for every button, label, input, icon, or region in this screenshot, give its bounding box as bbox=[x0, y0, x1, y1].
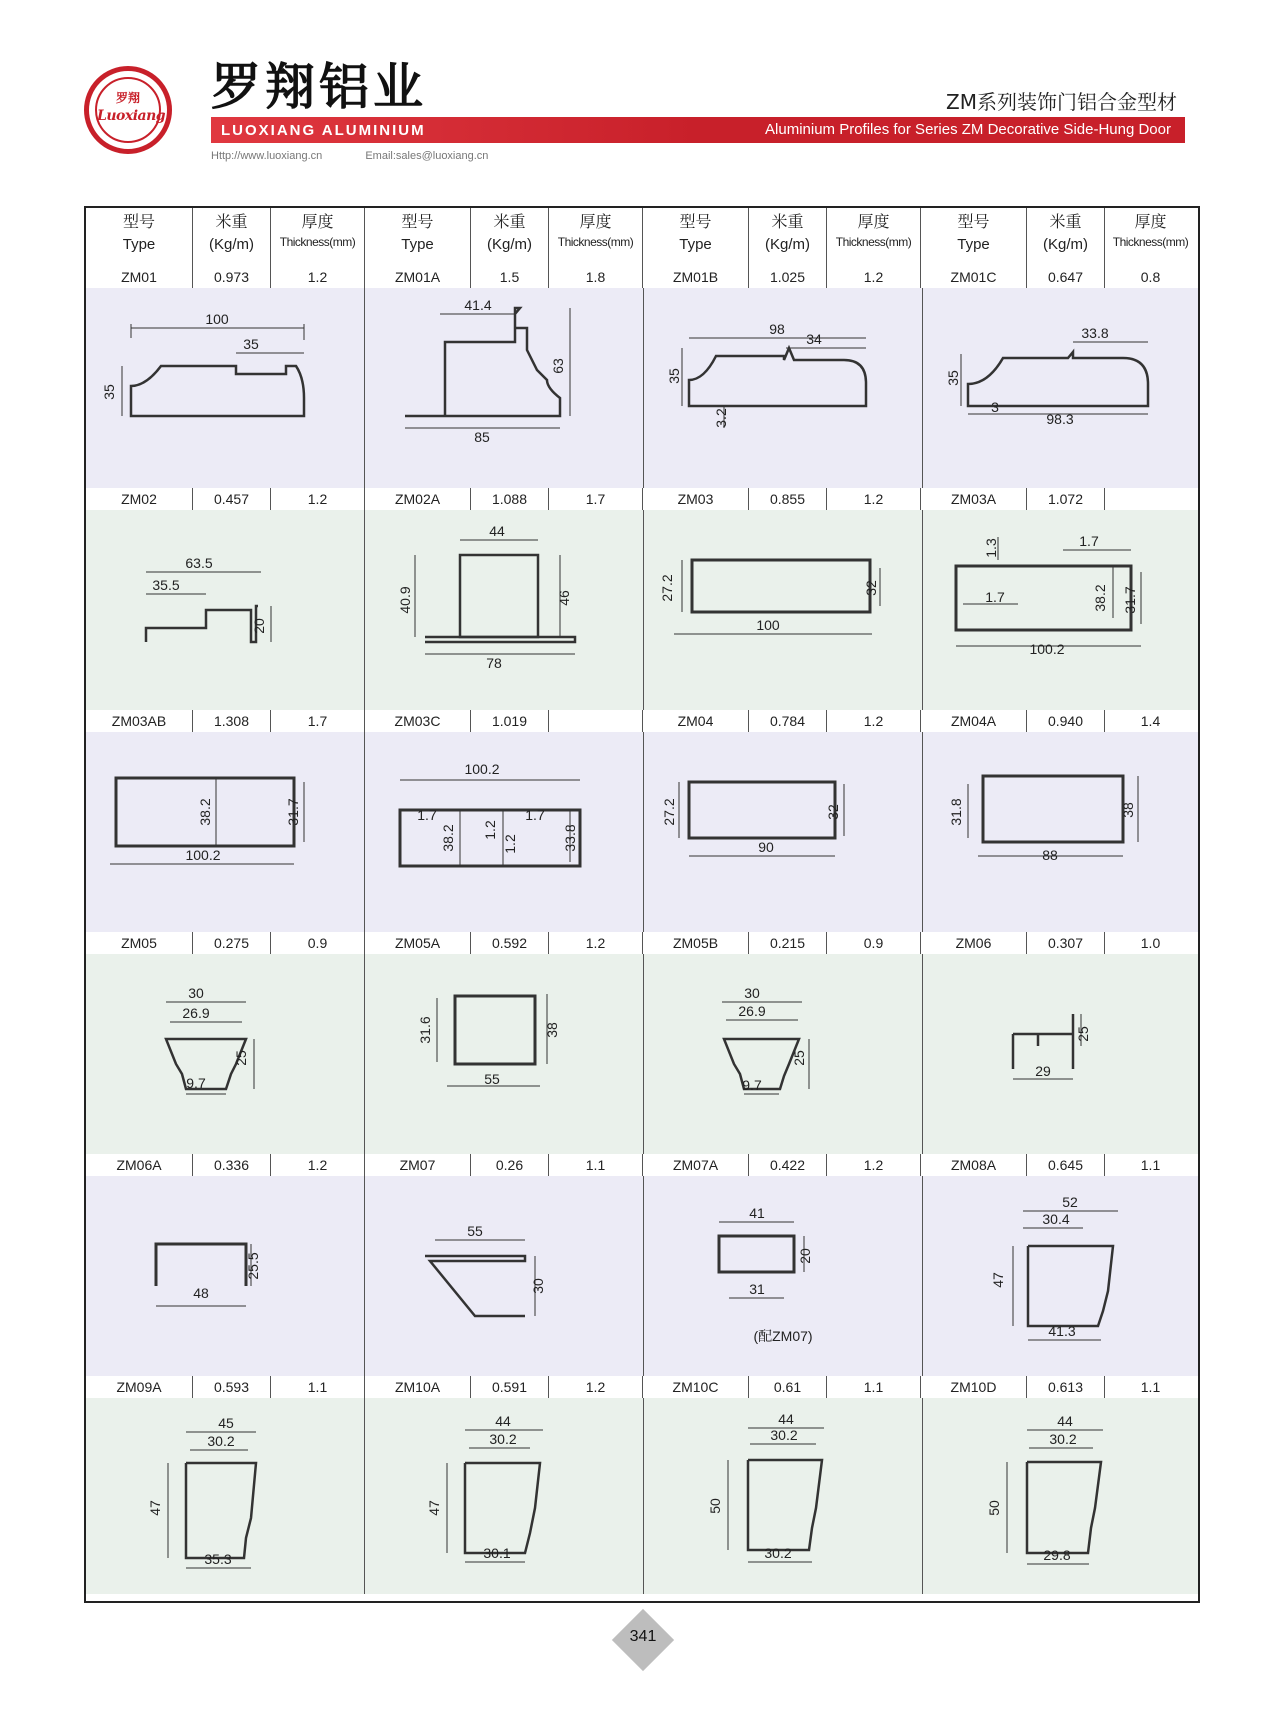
profile-cross-section bbox=[923, 1398, 1198, 1594]
dimension-label: 35.3 bbox=[204, 1551, 232, 1567]
dimension-label: 48 bbox=[193, 1285, 209, 1301]
contact-info bbox=[211, 150, 528, 162]
profile-note: (配ZM07) bbox=[753, 1328, 813, 1344]
dimension-label: 40.9 bbox=[397, 586, 413, 614]
spec-thickness: 1.1 bbox=[549, 1154, 643, 1176]
profile-table bbox=[84, 206, 1200, 1603]
spec-type: ZM05B bbox=[643, 932, 749, 954]
profile-drawing bbox=[365, 954, 644, 1154]
dimension-label: 32 bbox=[825, 804, 841, 820]
spec-thickness: 0.8 bbox=[1140, 269, 1161, 285]
email-link[interactable]: Email:sales@luoxiang.cn bbox=[365, 150, 489, 162]
dimension-label: 9.7 bbox=[186, 1075, 206, 1091]
dimension-label: 33.8 bbox=[1081, 325, 1109, 341]
dimension-label: 100 bbox=[756, 617, 780, 633]
company-logo bbox=[84, 66, 172, 154]
profile-spec-row bbox=[86, 1154, 1198, 1177]
dimension-label: 41 bbox=[749, 1205, 765, 1221]
spec-type: ZM01B bbox=[643, 266, 749, 288]
profile-drawing bbox=[365, 1176, 644, 1376]
dimension-label: 27.2 bbox=[659, 574, 675, 602]
profile-cross-section bbox=[86, 288, 365, 484]
dimension-label: 20 bbox=[797, 1248, 813, 1264]
spec-thickness: 1.1 bbox=[1140, 1157, 1161, 1173]
dimension-label: 1.7 bbox=[1079, 533, 1099, 549]
dimension-label: 33.8 bbox=[562, 824, 578, 852]
profile-cross-section bbox=[644, 288, 923, 484]
profile-drawing bbox=[86, 1398, 365, 1594]
profile-drawing-row bbox=[86, 1398, 1198, 1594]
spec-thickness bbox=[549, 710, 643, 732]
spec-type: ZM09A bbox=[86, 1376, 193, 1398]
profile-drawing-row bbox=[86, 510, 1198, 711]
profile-cross-section bbox=[644, 510, 923, 706]
spec-thickness: 1.7 bbox=[271, 710, 365, 732]
header-label-en: Thickness(mm) bbox=[1112, 235, 1189, 250]
dimension-label: 35 bbox=[101, 384, 117, 400]
spec-type: ZM02 bbox=[86, 488, 193, 510]
dimension-label: 29.8 bbox=[1043, 1547, 1071, 1563]
profile-drawing bbox=[923, 288, 1198, 488]
header-label-cn: 米重 bbox=[493, 214, 526, 231]
spec-type: ZM10A bbox=[365, 1376, 471, 1398]
header-cell-type bbox=[643, 208, 749, 266]
header-label-cn: 米重 bbox=[215, 214, 248, 231]
spec-thickness: 1.0 bbox=[1140, 935, 1161, 951]
dimension-label: 32 bbox=[863, 580, 879, 596]
spec-weight: 0.336 bbox=[193, 1154, 271, 1176]
dimension-label: 85 bbox=[474, 429, 490, 445]
profile-cross-section bbox=[923, 732, 1198, 928]
profile-cross-section bbox=[644, 1398, 923, 1594]
spec-type: ZM03A bbox=[921, 488, 1027, 510]
header-cell-type bbox=[86, 208, 193, 266]
spec-thickness: 1.7 bbox=[549, 488, 643, 510]
profile-drawing bbox=[86, 1176, 365, 1376]
dimension-label: 78 bbox=[486, 655, 502, 671]
spec-type: ZM03C bbox=[365, 710, 471, 732]
spec-thickness: 0.9 bbox=[271, 932, 365, 954]
spec-type: ZM03AB bbox=[86, 710, 193, 732]
dimension-label: 46 bbox=[556, 590, 572, 606]
profile-cross-section bbox=[86, 732, 365, 928]
header-cell-type bbox=[365, 208, 471, 266]
profile-drawing bbox=[644, 1176, 923, 1376]
spec-thickness: 1.2 bbox=[271, 1154, 365, 1176]
dimension-label: 26.9 bbox=[182, 1005, 210, 1021]
dimension-label: 30.2 bbox=[207, 1433, 235, 1449]
dimension-label: 1.2 bbox=[482, 820, 498, 840]
profile-cross-section bbox=[923, 510, 1198, 706]
header-label-cn: 米重 bbox=[1049, 214, 1082, 231]
dimension-label: 30 bbox=[744, 985, 760, 1001]
dimension-label: 100.2 bbox=[1029, 641, 1065, 657]
profile-cross-section bbox=[365, 954, 644, 1150]
spec-weight: 0.784 bbox=[749, 710, 827, 732]
profile-cross-section bbox=[644, 732, 923, 928]
profile-cross-section bbox=[923, 288, 1198, 484]
profile-spec-row bbox=[86, 488, 1198, 511]
dimension-label: 25 bbox=[791, 1050, 807, 1066]
spec-thickness: 1.2 bbox=[549, 932, 643, 954]
profile-cross-section bbox=[365, 288, 644, 484]
spec-weight: 0.613 bbox=[1027, 1376, 1105, 1398]
spec-thickness: 1.2 bbox=[827, 488, 921, 510]
header-label-en: (Kg/m) bbox=[487, 236, 532, 254]
logo-en-text: Luoxiang bbox=[97, 108, 166, 124]
dimension-label: 47 bbox=[426, 1500, 442, 1516]
table-header bbox=[86, 208, 1198, 267]
dimension-label: 30.1 bbox=[483, 1545, 511, 1561]
dimension-label: 31.8 bbox=[948, 798, 964, 826]
header-cell-thickness bbox=[271, 208, 365, 266]
profile-cross-section bbox=[86, 510, 365, 706]
dimension-label: 25 bbox=[233, 1050, 249, 1066]
spec-type: ZM05 bbox=[86, 932, 193, 954]
spec-type: ZM01C bbox=[921, 266, 1027, 288]
spec-weight: 0.61 bbox=[749, 1376, 827, 1398]
dimension-label: 55 bbox=[484, 1071, 500, 1087]
dimension-label: 98 bbox=[769, 321, 785, 337]
profile-drawing bbox=[365, 732, 644, 932]
dimension-label: 35.5 bbox=[152, 577, 180, 593]
dimension-label: 50 bbox=[707, 1498, 723, 1514]
profile-drawing bbox=[86, 288, 365, 488]
dimension-label: 30 bbox=[530, 1278, 546, 1294]
profile-drawing bbox=[644, 1398, 923, 1594]
profile-drawing bbox=[86, 510, 365, 710]
dimension-label: 29 bbox=[1035, 1063, 1051, 1079]
header-label-en: Type bbox=[401, 236, 434, 254]
spec-thickness: 1.4 bbox=[1140, 713, 1161, 729]
profile-cross-section bbox=[365, 732, 644, 928]
spec-thickness: 0.9 bbox=[827, 932, 921, 954]
spec-thickness: 1.2 bbox=[827, 266, 921, 288]
brand-name-cn: 罗翔铝业 bbox=[211, 58, 427, 116]
profile-drawing bbox=[644, 732, 923, 932]
profile-cross-section bbox=[644, 954, 923, 1150]
header-label-cn: 厚度 bbox=[1134, 214, 1167, 231]
spec-weight: 0.422 bbox=[749, 1154, 827, 1176]
spec-type: ZM10D bbox=[921, 1376, 1027, 1398]
spec-type: ZM06 bbox=[921, 932, 1027, 954]
dimension-label: 41.3 bbox=[1048, 1323, 1076, 1339]
dimension-label: 52 bbox=[1062, 1194, 1078, 1210]
profile-drawing-row bbox=[86, 732, 1198, 933]
spec-thickness: 1.2 bbox=[827, 1154, 921, 1176]
spec-weight: 0.940 bbox=[1027, 710, 1105, 732]
dimension-label: 3 bbox=[991, 399, 999, 415]
spec-type: ZM03 bbox=[643, 488, 749, 510]
spec-type: ZM06A bbox=[86, 1154, 193, 1176]
spec-weight: 0.457 bbox=[193, 488, 271, 510]
profile-spec-row bbox=[86, 266, 1198, 289]
dimension-label: 55 bbox=[467, 1223, 483, 1239]
dimension-label: 1.7 bbox=[985, 589, 1005, 605]
profile-drawing-row bbox=[86, 288, 1198, 489]
spec-thickness: 1.2 bbox=[827, 710, 921, 732]
dimension-label: 1.7 bbox=[525, 807, 545, 823]
dimension-label: 20 bbox=[251, 618, 267, 634]
header-label-cn: 型号 bbox=[957, 214, 990, 231]
dimension-label: 38.2 bbox=[1092, 584, 1108, 612]
header-cell-weight bbox=[193, 208, 271, 266]
header-cell-weight bbox=[471, 208, 549, 266]
dimension-label: 90 bbox=[758, 839, 774, 855]
spec-weight: 1.308 bbox=[193, 710, 271, 732]
dimension-label: 63 bbox=[550, 358, 566, 374]
spec-weight: 1.025 bbox=[749, 266, 827, 288]
dimension-label: 1.3 bbox=[983, 538, 999, 558]
dimension-label: 41.4 bbox=[464, 297, 492, 313]
profile-drawing bbox=[644, 954, 923, 1154]
dimension-label: 31.7 bbox=[1122, 586, 1138, 614]
dimension-label: 38 bbox=[1120, 802, 1136, 818]
profile-drawing bbox=[923, 510, 1198, 710]
dimension-label: 30.2 bbox=[764, 1545, 792, 1561]
header-label-cn: 厚度 bbox=[857, 214, 890, 231]
dimension-label: 100 bbox=[205, 311, 229, 327]
page-number: 341 bbox=[629, 1628, 657, 1645]
dimension-label: 27.2 bbox=[661, 798, 677, 826]
dimension-label: 34 bbox=[806, 331, 822, 347]
spec-weight: 0.307 bbox=[1027, 932, 1105, 954]
profile-cross-section bbox=[365, 1176, 644, 1372]
website-link[interactable]: Http://www.luoxiang.cn bbox=[211, 150, 323, 162]
header-label-cn: 型号 bbox=[679, 214, 712, 231]
spec-weight: 0.591 bbox=[471, 1376, 549, 1398]
spec-weight: 1.019 bbox=[471, 710, 549, 732]
dimension-label: 30.2 bbox=[1049, 1431, 1077, 1447]
header-label-en: (Kg/m) bbox=[765, 236, 810, 254]
header-label-en: (Kg/m) bbox=[1043, 236, 1088, 254]
profile-drawing-row bbox=[86, 954, 1198, 1155]
brand-name-en: LUOXIANG ALUMINIUM bbox=[221, 122, 426, 139]
dimension-label: 1.2 bbox=[502, 834, 518, 854]
header-label-en: Type bbox=[679, 236, 712, 254]
dimension-label: 44 bbox=[1057, 1413, 1073, 1429]
dimension-label: 100.2 bbox=[464, 761, 500, 777]
spec-type: ZM07A bbox=[643, 1154, 749, 1176]
spec-weight: 0.855 bbox=[749, 488, 827, 510]
spec-type: ZM01A bbox=[365, 266, 471, 288]
dimension-label: 38 bbox=[544, 1022, 560, 1038]
profile-drawing bbox=[365, 510, 644, 710]
dimension-label: 1.7 bbox=[417, 807, 437, 823]
spec-weight: 0.275 bbox=[193, 932, 271, 954]
profile-drawing bbox=[86, 954, 365, 1154]
header-label-cn: 型号 bbox=[401, 214, 434, 231]
dimension-label: 30 bbox=[188, 985, 204, 1001]
dimension-label: 30.2 bbox=[770, 1427, 798, 1443]
profile-drawing bbox=[644, 510, 923, 710]
profile-drawing bbox=[923, 1176, 1198, 1376]
profile-spec-row bbox=[86, 1376, 1198, 1399]
dimension-label: 44 bbox=[495, 1413, 511, 1429]
header-label-en: Thickness(mm) bbox=[557, 235, 634, 250]
dimension-label: 35 bbox=[666, 368, 682, 384]
header-cell-thickness bbox=[549, 208, 643, 266]
header-label-en: Type bbox=[957, 236, 990, 254]
header-label-en: (Kg/m) bbox=[209, 236, 254, 254]
profile-cross-section bbox=[86, 1398, 365, 1594]
dimension-label: 45 bbox=[218, 1415, 234, 1431]
spec-type: ZM08A bbox=[921, 1154, 1027, 1176]
header-label-cn: 型号 bbox=[122, 214, 155, 231]
dimension-label: 38.2 bbox=[197, 798, 213, 826]
series-title-en: Aluminium Profiles for Series ZM Decorative Side-Hung Door bbox=[765, 121, 1171, 138]
spec-thickness: 1.1 bbox=[271, 1376, 365, 1398]
profile-drawing bbox=[923, 954, 1198, 1154]
dimension-label: 35 bbox=[945, 370, 961, 386]
spec-type: ZM02A bbox=[365, 488, 471, 510]
header-cell-thickness bbox=[827, 208, 921, 266]
spec-type: ZM04 bbox=[643, 710, 749, 732]
spec-thickness: 1.2 bbox=[271, 266, 365, 288]
profile-cross-section bbox=[923, 1176, 1198, 1372]
header-cell-weight bbox=[1027, 208, 1105, 266]
dimension-label: 98.3 bbox=[1046, 411, 1074, 427]
spec-thickness: 1.1 bbox=[827, 1376, 921, 1398]
dimension-label: 3.2 bbox=[713, 408, 729, 428]
header-label-cn: 厚度 bbox=[301, 214, 334, 231]
profile-drawing-row bbox=[86, 1176, 1198, 1377]
spec-weight: 1.088 bbox=[471, 488, 549, 510]
dimension-label: 30.4 bbox=[1042, 1211, 1070, 1227]
series-title-cn: ZM系列装饰门铝合金型材 bbox=[946, 90, 1177, 114]
dimension-label: 88 bbox=[1042, 847, 1058, 863]
spec-thickness: 1.8 bbox=[549, 266, 643, 288]
spec-weight: 1.072 bbox=[1027, 488, 1105, 510]
spec-type: ZM05A bbox=[365, 932, 471, 954]
dimension-label: 25 bbox=[1075, 1026, 1091, 1042]
dimension-label: 44 bbox=[778, 1411, 794, 1427]
dimension-label: 25.5 bbox=[245, 1252, 261, 1280]
profile-cross-section bbox=[86, 1176, 365, 1372]
header-label-en: Thickness(mm) bbox=[279, 235, 356, 250]
profile-spec-row bbox=[86, 710, 1198, 733]
spec-thickness: 1.1 bbox=[1140, 1379, 1161, 1395]
profile-drawing bbox=[86, 732, 365, 932]
dimension-label: 50 bbox=[986, 1500, 1002, 1516]
spec-thickness: 1.2 bbox=[549, 1376, 643, 1398]
spec-weight: 0.215 bbox=[749, 932, 827, 954]
profile-drawing bbox=[365, 1398, 644, 1594]
dimension-label: 31.7 bbox=[285, 798, 301, 826]
header-cell-type bbox=[921, 208, 1027, 266]
spec-weight: 0.592 bbox=[471, 932, 549, 954]
logo-cn-text: 罗翔 bbox=[115, 91, 140, 105]
profile-cross-section bbox=[86, 954, 365, 1150]
dimension-label: 31 bbox=[749, 1281, 765, 1297]
dimension-label: 100.2 bbox=[185, 847, 221, 863]
spec-weight: 0.645 bbox=[1027, 1154, 1105, 1176]
profile-drawing bbox=[923, 1398, 1198, 1594]
dimension-label: 38.2 bbox=[440, 824, 456, 852]
header-label-en: Type bbox=[122, 236, 156, 254]
spec-type: ZM07 bbox=[365, 1154, 471, 1176]
header-cell-weight bbox=[749, 208, 827, 266]
profile-drawing bbox=[644, 288, 923, 488]
profile-drawing bbox=[365, 288, 644, 488]
dimension-label: 47 bbox=[147, 1500, 163, 1516]
spec-weight: 0.647 bbox=[1027, 266, 1105, 288]
header-label-en: Thickness(mm) bbox=[835, 235, 912, 250]
spec-weight: 1.5 bbox=[471, 266, 549, 288]
dimension-label: 31.6 bbox=[417, 1016, 433, 1044]
profile-cross-section bbox=[365, 510, 644, 706]
header-label-cn: 米重 bbox=[771, 214, 804, 231]
dimension-label: 47 bbox=[990, 1272, 1006, 1288]
header-cell-thickness bbox=[1105, 208, 1196, 266]
spec-weight: 0.26 bbox=[471, 1154, 549, 1176]
dimension-label: 9.7 bbox=[742, 1077, 762, 1093]
dimension-label: 63.5 bbox=[185, 555, 213, 571]
spec-weight: 0.973 bbox=[193, 266, 271, 288]
spec-thickness: 1.2 bbox=[271, 488, 365, 510]
dimension-label: 35 bbox=[243, 336, 259, 352]
dimension-label: 26.9 bbox=[738, 1003, 766, 1019]
header-label-cn: 厚度 bbox=[579, 214, 612, 231]
header-band bbox=[211, 117, 1185, 143]
dimension-label: 44 bbox=[489, 523, 505, 539]
spec-type: ZM10C bbox=[643, 1376, 749, 1398]
profile-drawing bbox=[923, 732, 1198, 932]
spec-type: ZM01 bbox=[86, 266, 193, 288]
spec-weight: 0.593 bbox=[193, 1376, 271, 1398]
profile-cross-section bbox=[923, 954, 1198, 1150]
profile-cross-section bbox=[365, 1398, 644, 1594]
dimension-label: 30.2 bbox=[489, 1431, 517, 1447]
profile-spec-row bbox=[86, 932, 1198, 955]
spec-type: ZM04A bbox=[921, 710, 1027, 732]
spec-thickness bbox=[1105, 488, 1196, 510]
